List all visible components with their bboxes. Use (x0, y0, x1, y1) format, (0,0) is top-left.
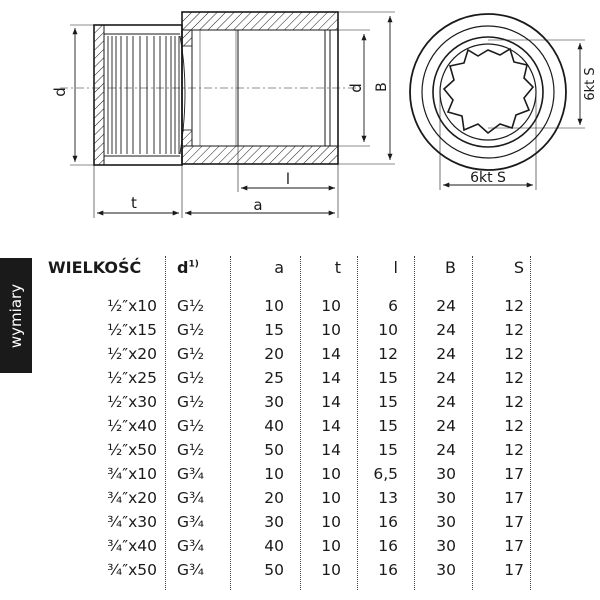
cell-d: G½ (177, 417, 205, 435)
table-row (40, 294, 540, 318)
end-view (410, 14, 585, 190)
cell-s: 12 (504, 369, 524, 387)
cell-s: 12 (504, 297, 524, 315)
cell-a: 15 (264, 321, 284, 339)
cell-d: G¾ (177, 513, 205, 531)
cell-b: 30 (436, 561, 456, 579)
cell-t: 14 (321, 393, 341, 411)
label-a: a (253, 196, 263, 214)
cell-t: 10 (321, 513, 341, 531)
table-header-row (40, 252, 540, 294)
label-s-horizontal: 6kt S (470, 170, 506, 186)
cell-l: 15 (378, 441, 398, 459)
cell-d: G½ (177, 441, 205, 459)
cell-size: ¾″x40 (107, 537, 157, 555)
cell-s: 12 (504, 321, 524, 339)
cell-a: 20 (264, 345, 284, 363)
header-l: l (393, 257, 398, 277)
cell-t: 10 (321, 297, 341, 315)
cell-d: G½ (177, 321, 205, 339)
side-tab-label: wymiary (7, 283, 25, 348)
cell-size: ½″x15 (107, 321, 157, 339)
cell-size: ½″x30 (107, 393, 157, 411)
cell-size: ½″x40 (107, 417, 157, 435)
twelve-point-socket (444, 49, 533, 133)
label-d-mid: d (347, 83, 365, 93)
cell-t: 14 (321, 441, 341, 459)
header-size: WIELKOŚĆ (48, 257, 142, 277)
cell-b: 30 (436, 489, 456, 507)
table-row (40, 318, 540, 342)
header-d (165, 252, 230, 294)
cell-size: ¾″x20 (107, 489, 157, 507)
cell-l: 13 (378, 489, 398, 507)
cell-a: 10 (264, 465, 284, 483)
cell-b: 24 (436, 321, 456, 339)
cell-l: 15 (378, 369, 398, 387)
table-row (40, 342, 540, 366)
cell-size: ¾″x30 (107, 513, 157, 531)
cell-l: 6 (388, 297, 398, 315)
header-d-label: d (177, 257, 189, 277)
cell-a: 50 (264, 561, 284, 579)
cell-a: 30 (264, 393, 284, 411)
dimension-lines (70, 12, 395, 218)
table-row (40, 558, 540, 582)
cell-a: 30 (264, 513, 284, 531)
cell-l: 16 (378, 537, 398, 555)
cell-l: 16 (378, 513, 398, 531)
cell-size: ½″x10 (107, 297, 157, 315)
cell-d: G½ (177, 297, 205, 315)
header-d-footnote: 1) (188, 259, 199, 270)
cell-l: 16 (378, 561, 398, 579)
cell-b: 24 (436, 393, 456, 411)
label-B: B (374, 82, 390, 92)
table-row (40, 414, 540, 438)
side-section-view (60, 12, 360, 165)
table-row (40, 366, 540, 390)
cell-l: 6,5 (373, 465, 398, 483)
cell-t: 10 (321, 537, 341, 555)
cell-size: ½″x25 (107, 369, 157, 387)
cell-d: G½ (177, 393, 205, 411)
table-row (40, 390, 540, 414)
header-t: t (334, 257, 341, 277)
header-B: B (445, 257, 456, 277)
dimensions-table (40, 252, 540, 582)
cell-b: 24 (436, 297, 456, 315)
header-a: a (274, 257, 284, 277)
cell-size: ½″x50 (107, 441, 157, 459)
cell-d: G¾ (177, 465, 205, 483)
cell-d: G½ (177, 345, 205, 363)
cell-d: G¾ (177, 561, 205, 579)
cell-a: 10 (264, 297, 284, 315)
cell-a: 40 (264, 537, 284, 555)
cell-b: 24 (436, 345, 456, 363)
cell-l: 12 (378, 345, 398, 363)
table-row (40, 438, 540, 462)
cell-t: 10 (321, 489, 341, 507)
cell-b: 24 (436, 441, 456, 459)
cell-t: 10 (321, 561, 341, 579)
cell-s: 12 (504, 345, 524, 363)
cell-t: 14 (321, 417, 341, 435)
table-row (40, 486, 540, 510)
cell-s: 12 (504, 393, 524, 411)
cell-s: 12 (504, 441, 524, 459)
cell-d: G½ (177, 369, 205, 387)
cell-d: G¾ (177, 489, 205, 507)
cell-t: 14 (321, 369, 341, 387)
cell-l: 15 (378, 393, 398, 411)
cell-s: 17 (504, 489, 524, 507)
cell-a: 25 (264, 369, 284, 387)
cell-l: 10 (378, 321, 398, 339)
cell-b: 30 (436, 513, 456, 531)
table-row (40, 462, 540, 486)
cell-size: ¾″x10 (107, 465, 157, 483)
cell-b: 30 (436, 465, 456, 483)
cell-a: 20 (264, 489, 284, 507)
cell-b: 24 (436, 417, 456, 435)
cell-s: 17 (504, 561, 524, 579)
cell-s: 17 (504, 465, 524, 483)
cell-size: ½″x20 (107, 345, 157, 363)
table-row (40, 510, 540, 534)
cell-t: 14 (321, 345, 341, 363)
cell-t: 10 (321, 321, 341, 339)
cell-t: 10 (321, 465, 341, 483)
cell-b: 24 (436, 369, 456, 387)
label-d-left: d (51, 87, 69, 97)
cell-a: 40 (264, 417, 284, 435)
header-S: S (513, 257, 524, 277)
cell-s: 17 (504, 513, 524, 531)
cell-b: 30 (436, 537, 456, 555)
technical-drawing (0, 0, 600, 230)
label-s-vertical: 6kt S (583, 67, 598, 101)
cell-l: 15 (378, 417, 398, 435)
cell-s: 17 (504, 537, 524, 555)
cell-a: 50 (264, 441, 284, 459)
side-tab (0, 258, 32, 373)
table-row (40, 534, 540, 558)
label-t: t (131, 194, 137, 212)
label-l: l (285, 170, 291, 188)
cell-d: G¾ (177, 537, 205, 555)
cell-size: ¾″x50 (107, 561, 157, 579)
cell-s: 12 (504, 417, 524, 435)
